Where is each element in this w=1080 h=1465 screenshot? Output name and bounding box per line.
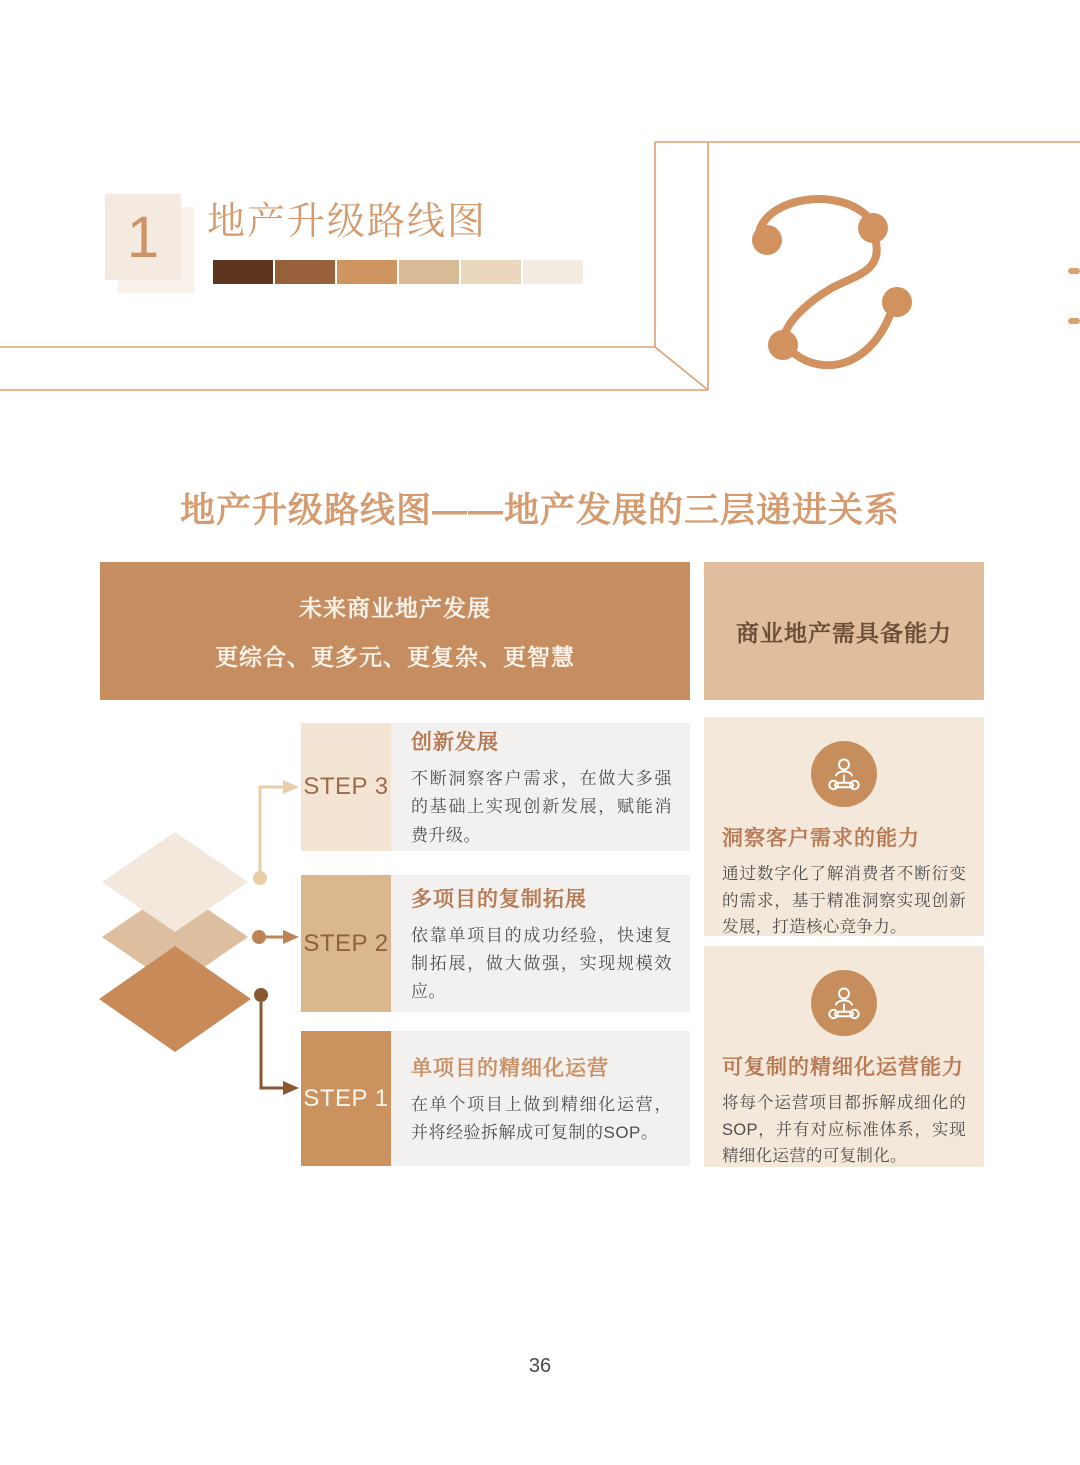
chapter-number: [105, 194, 181, 280]
step3-title: 创新发展: [411, 731, 499, 755]
section-title: 地产升级路线图——地产发展的三层递进关系: [179, 491, 900, 530]
step1-label: STEP 1: [303, 1084, 389, 1112]
step3-description-box: [391, 723, 690, 851]
step2-description-box: [391, 875, 690, 1012]
step2-label-box: [301, 875, 391, 1012]
step2-title: 多项目的复制拓展: [411, 887, 587, 911]
future-development-header: [100, 562, 690, 700]
person-wrench-icon: [811, 741, 877, 807]
diamond-bottom: [99, 946, 251, 1052]
step1-body: 在单个项目上做到精细化运营，并将经验拆解成可复制的SOP。: [411, 1094, 672, 1142]
step2-body: 依靠单项目的成功经验，快速复制拓展，做大做强，实现规模效应。: [411, 925, 672, 1002]
capability2-title: 可复制的精细化运营能力: [722, 1056, 964, 1079]
capability2-body: 将每个运营项目都拆解成细化的SOP，并有对应标准体系，实现精细化运营的可复制化。: [722, 1094, 966, 1166]
capability-card-replicable-ops: [704, 946, 984, 1167]
step2-label: STEP 2: [303, 929, 389, 957]
palette-swatch: [275, 260, 335, 284]
palette-swatch: [399, 260, 459, 284]
person-wrench-icon: [811, 970, 877, 1036]
chapter-number-text: 1: [126, 204, 160, 270]
future-header-line2: 更综合、更多元、更复杂、更智慧: [215, 644, 575, 670]
step1-label-box: [301, 1031, 391, 1166]
diamond-top: [102, 832, 248, 932]
step3-body: 不断洞察客户需求，在做大多强的基础上实现创新发展，赋能消费升级。: [411, 769, 672, 845]
future-header-line1: 未来商业地产发展: [299, 595, 491, 621]
palette-swatch: [461, 260, 521, 284]
palette-swatch: [213, 260, 273, 284]
capability1-title: 洞察客户需求的能力: [722, 827, 920, 850]
palette-bar: [213, 260, 583, 284]
step1-connector: [254, 988, 299, 1095]
capability1-body: 通过数字化了解消费者不断衍变的需求，基于精准洞察实现创新发展，打造核心竞争力。: [722, 865, 966, 937]
step1-title: 单项目的精细化运营: [411, 1056, 609, 1080]
step1-description-box: [391, 1031, 690, 1166]
capability-card-insight: [704, 717, 984, 936]
diamond-middle: [102, 887, 248, 987]
palette-swatch: [523, 260, 583, 284]
palette-swatch: [337, 260, 397, 284]
capability-header-text: 商业地产需具备能力: [736, 619, 952, 646]
capability-header: [704, 562, 984, 700]
page-number: 36: [528, 1355, 552, 1377]
chapter-title: 地产升级路线图: [207, 201, 488, 243]
route-path-icon: [730, 185, 930, 380]
step3-connector: [253, 780, 299, 885]
step3-label-box: [301, 723, 391, 851]
step3-label: STEP 3: [303, 773, 389, 800]
edge-tick-marks: [1068, 268, 1080, 324]
step2-connector: [252, 930, 299, 944]
